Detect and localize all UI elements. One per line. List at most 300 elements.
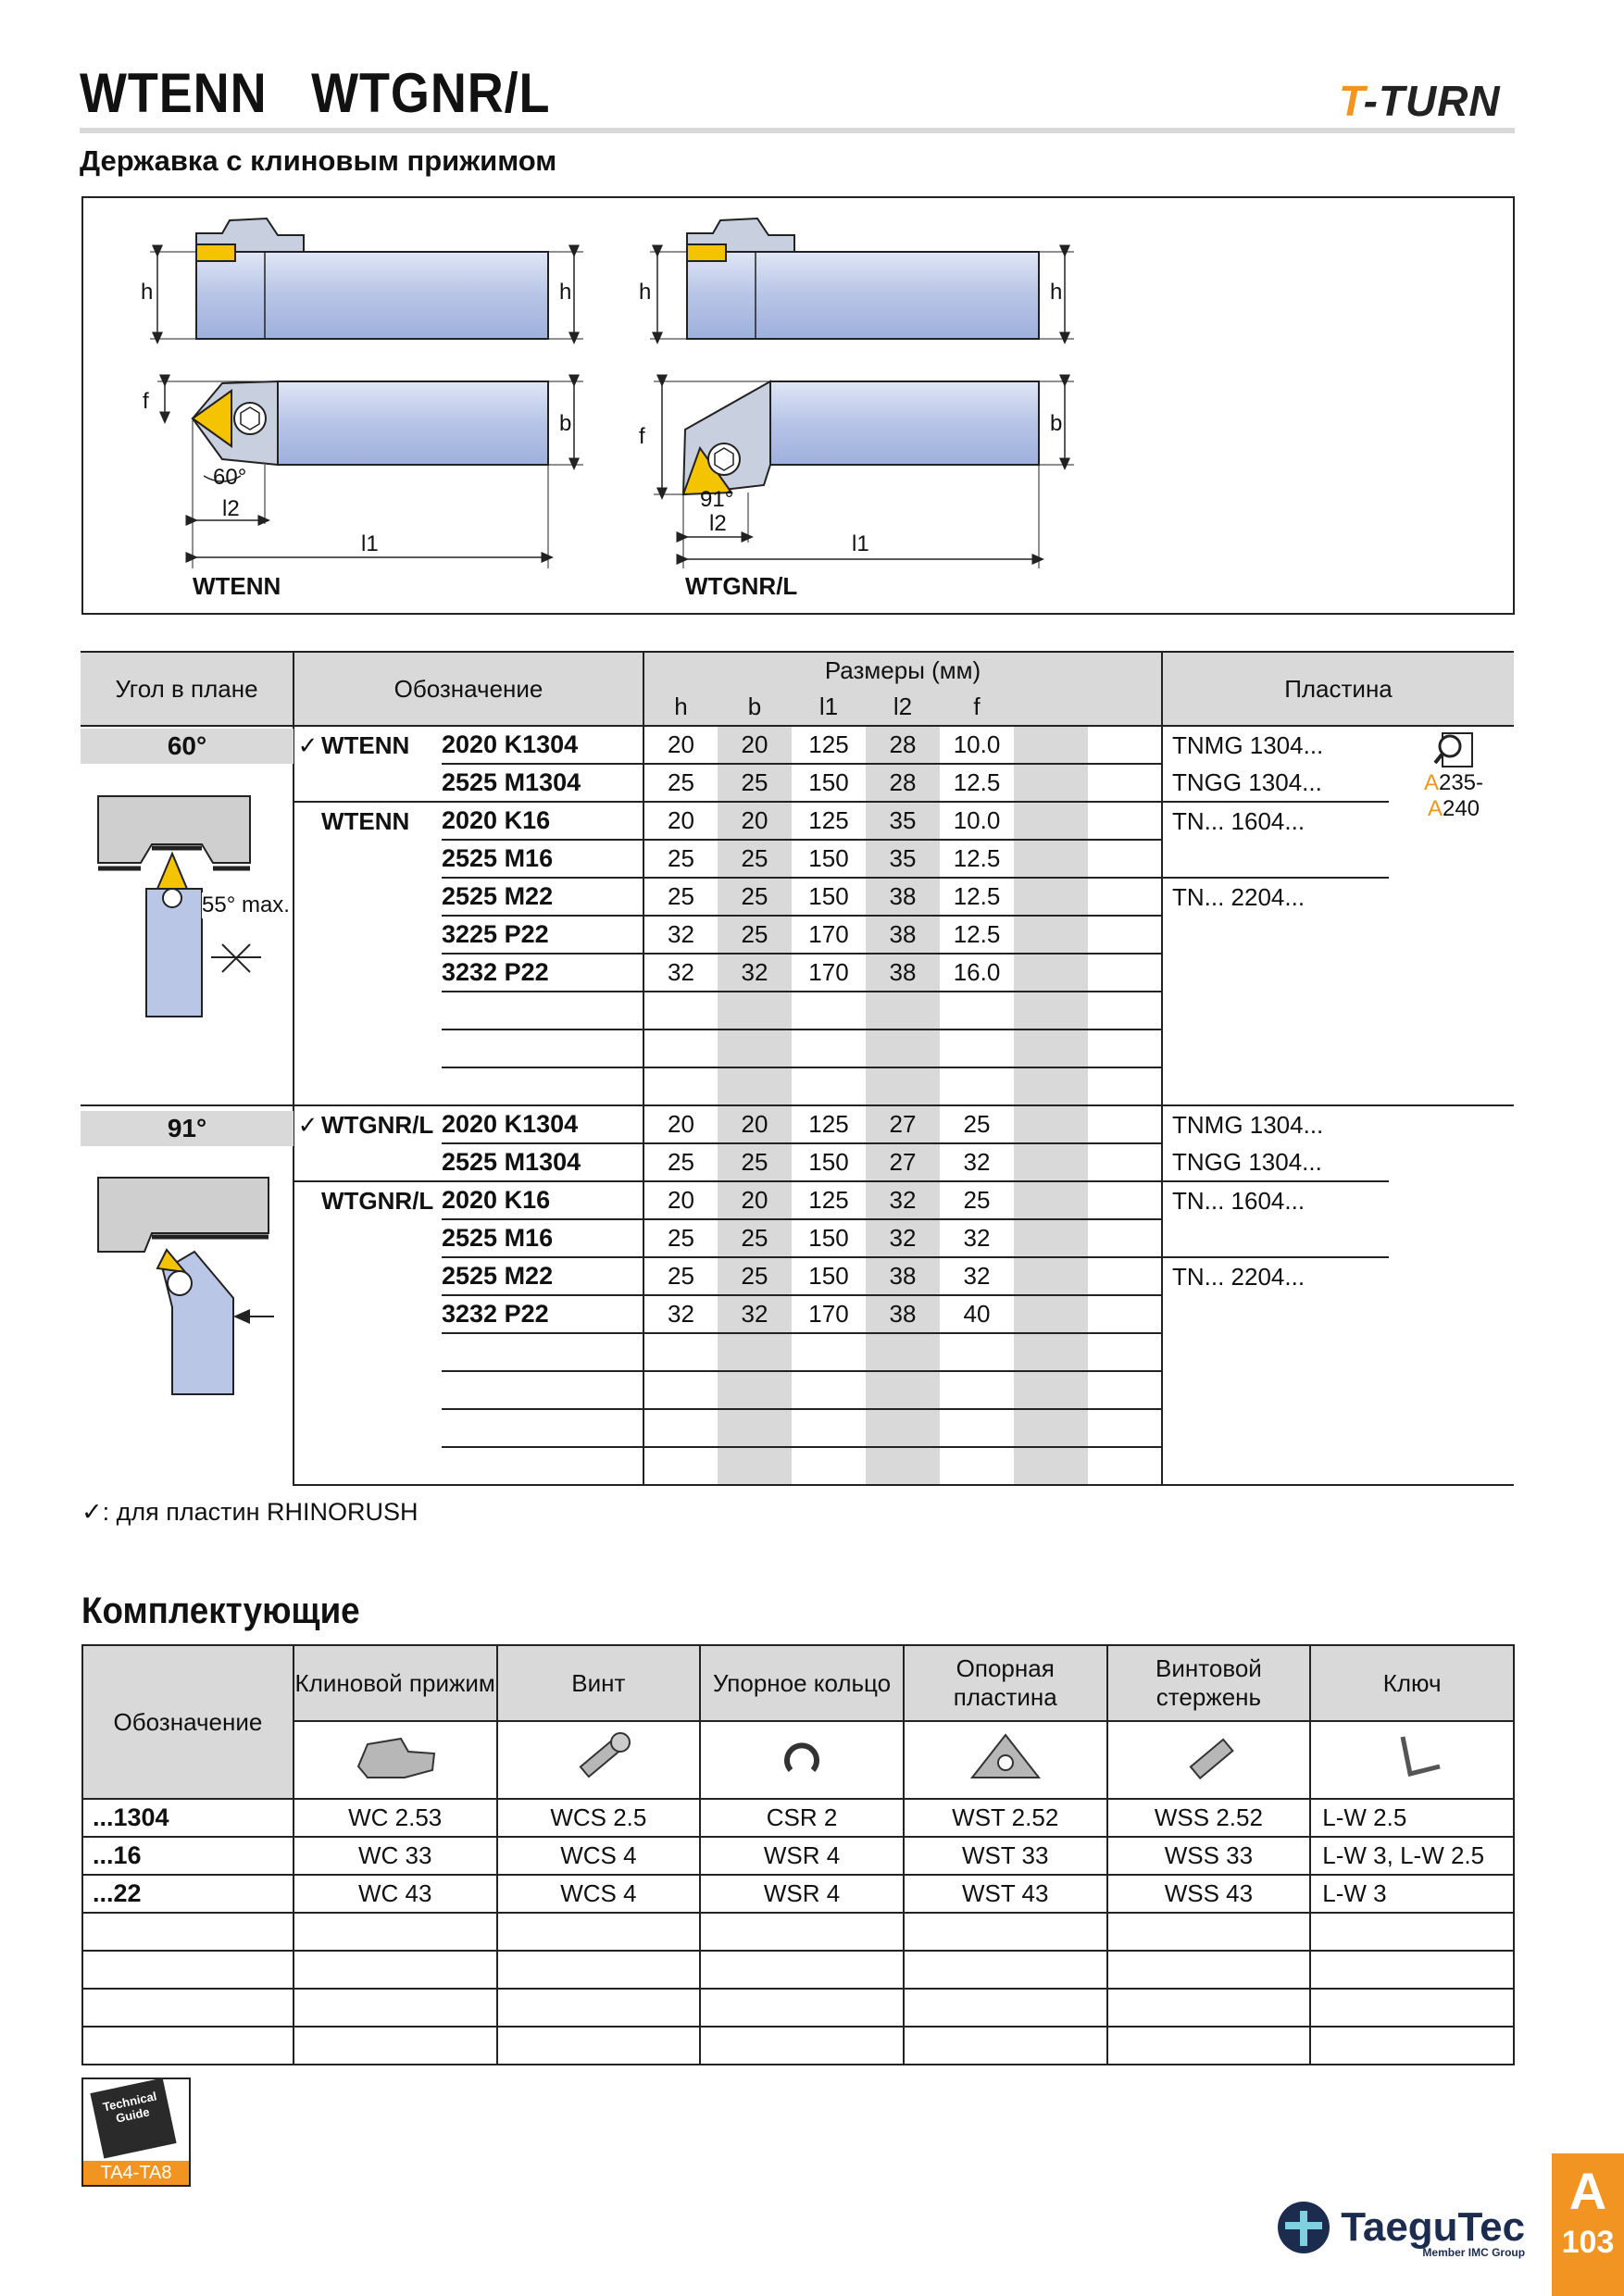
dim-b (718, 992, 792, 1029)
spacer-cell (1389, 1219, 1514, 1257)
dim-h (643, 1409, 718, 1447)
spacer-cell (1014, 916, 1088, 954)
angle-91-label: 91° (81, 1111, 294, 1146)
wedge-clamp-icon (294, 1721, 497, 1799)
series-name (321, 1067, 442, 1105)
brand-logo: T-TURN (1339, 77, 1501, 125)
table-row (81, 1143, 1514, 1181)
dim-h: 20 (643, 1181, 718, 1219)
check-mark (294, 1181, 321, 1219)
dim-h: 25 (643, 1143, 718, 1181)
dim-l1: 150 (792, 1257, 866, 1295)
designation-code: 2020 K1304 (442, 1105, 643, 1143)
col-designation: Обозначение (294, 652, 643, 726)
table-row (81, 840, 1514, 878)
spacer-cell (1014, 764, 1088, 802)
dim-b (718, 1333, 792, 1371)
dim-f: 12.5 (940, 878, 1014, 916)
spacer-cell (1014, 840, 1088, 878)
spacer-cell (1014, 1219, 1088, 1257)
series-name: WTENN (321, 726, 442, 764)
dim-l2: 28 (866, 764, 940, 802)
spacer-cell (1014, 1143, 1088, 1181)
series-name (321, 1143, 442, 1181)
spacer-cell (1014, 1067, 1088, 1105)
col-b: b (747, 693, 762, 720)
spacer-cell (1014, 1029, 1088, 1067)
check-mark (294, 1257, 321, 1295)
insert-reference[interactable] (1398, 730, 1509, 822)
dim-h: 20 (643, 1105, 718, 1143)
series-name (321, 1257, 442, 1295)
dim-f (940, 1409, 1014, 1447)
check-mark: ✓ (294, 1105, 321, 1143)
dim-l1: 150 (792, 1219, 866, 1257)
series-name (321, 1219, 442, 1257)
dim-l2 (866, 1447, 940, 1485)
angle-91-picture (93, 1168, 287, 1400)
header-divider (80, 128, 1515, 133)
spacer-cell (1389, 1105, 1514, 1143)
dim-l2: 38 (866, 954, 940, 992)
table-row (82, 1875, 1514, 1913)
series-name (321, 1447, 442, 1485)
dim-l2: 27 (866, 1143, 940, 1181)
table-row (81, 1295, 1514, 1333)
magnifier-icon (1433, 730, 1474, 770)
dim-l1: 150 (792, 878, 866, 916)
holders-table (81, 651, 1514, 1486)
guide-ref: TA4-TA8 (83, 2161, 189, 2185)
wtgnr-side-view (650, 218, 1074, 339)
dim-f: 10.0 (940, 802, 1014, 840)
acc-value: L-W 3 (1310, 1875, 1514, 1913)
pin-icon (1107, 1721, 1311, 1799)
dim-b: 25 (718, 840, 792, 878)
acc-col-screw: Винт (497, 1645, 701, 1721)
designation-code: 2020 K1304 (442, 726, 643, 764)
acc-value (497, 1989, 701, 2027)
acc-value (294, 1951, 497, 1989)
spacer-cell (1088, 840, 1162, 878)
spacer-cell (1088, 1409, 1162, 1447)
table-row (81, 1447, 1514, 1485)
dim-b (718, 1447, 792, 1485)
dim-l2 (866, 1333, 940, 1371)
dim-h: 32 (643, 916, 718, 954)
spacer-cell (1014, 1409, 1088, 1447)
dim-l2: 38 (866, 1257, 940, 1295)
acc-value: WCS 4 (497, 1875, 701, 1913)
insert-name (1162, 1219, 1389, 1257)
table-row (82, 1799, 1514, 1837)
spacer-cell (1389, 1257, 1514, 1295)
dim-l1 (792, 1447, 866, 1485)
check-mark (294, 1143, 321, 1181)
acc-value: WSS 43 (1107, 1875, 1311, 1913)
dim-h-right: h (639, 280, 652, 305)
col-l1: l1 (818, 693, 839, 720)
acc-value (1310, 1913, 1514, 1951)
table-row (81, 764, 1514, 802)
col-dimensions: Размеры (мм) (643, 652, 1162, 689)
dim-b (718, 1409, 792, 1447)
dim-b: 25 (718, 1143, 792, 1181)
spacer-cell (1389, 1371, 1514, 1409)
dim-l1: 170 (792, 1295, 866, 1333)
designation-code (442, 1447, 643, 1485)
designation-code: 2525 M1304 (442, 1143, 643, 1181)
tool-holder-drawing (83, 198, 1513, 613)
acc-value (700, 2027, 904, 2065)
table-row (81, 1105, 1514, 1143)
acc-col-shim: Опорная пластина (904, 1645, 1107, 1721)
dim-l2 (866, 992, 940, 1029)
designation-code: 2525 M1304 (442, 764, 643, 802)
dim-f (940, 1029, 1014, 1067)
dim-l1 (792, 1333, 866, 1371)
dim-b: 20 (718, 726, 792, 764)
dim-l2: 28 (866, 726, 940, 764)
dim-f: 32 (940, 1219, 1014, 1257)
spacer-cell (1389, 954, 1514, 992)
dim-h (643, 1333, 718, 1371)
dim-h: 25 (643, 1219, 718, 1257)
spacer-cell (1088, 764, 1162, 802)
check-mark (294, 916, 321, 954)
spacer-cell (1014, 878, 1088, 916)
acc-value (1107, 1951, 1311, 1989)
series-name (321, 840, 442, 878)
acc-value: WCS 4 (497, 1837, 701, 1875)
table-row (81, 1067, 1514, 1105)
acc-code (82, 1951, 294, 1989)
check-mark (294, 764, 321, 802)
spacer-cell (1088, 1333, 1162, 1371)
series-name (321, 878, 442, 916)
series-name (321, 954, 442, 992)
acc-code (82, 1989, 294, 2027)
drawing-panel (81, 196, 1515, 615)
label-wtgnr: WTGNR/L (685, 572, 798, 600)
table-row (81, 1409, 1514, 1447)
spacer-cell (1088, 726, 1162, 764)
table-row (82, 1951, 1514, 1989)
acc-value: WSS 33 (1107, 1837, 1311, 1875)
spacer-cell (1088, 1143, 1162, 1181)
insert-name (1162, 840, 1389, 878)
spacer-cell (1088, 916, 1162, 954)
dim-b (718, 1067, 792, 1105)
spacer-cell (1389, 1295, 1514, 1333)
guide-book-icon (90, 2078, 176, 2158)
designation-code: 3232 P22 (442, 1295, 643, 1333)
acc-value: WST 43 (904, 1875, 1107, 1913)
acc-value: WCS 2.5 (497, 1799, 701, 1837)
designation-code: 2525 M22 (442, 878, 643, 916)
spacer-cell (1014, 1371, 1088, 1409)
dim-b (718, 1371, 792, 1409)
insert-name (1162, 1067, 1389, 1105)
spacer-cell (1389, 878, 1514, 916)
dim-f: 25 (940, 1181, 1014, 1219)
dim-l2: 32 (866, 1219, 940, 1257)
spacer-cell (1088, 878, 1162, 916)
spacer-cell (1088, 1105, 1162, 1143)
dim-l1: 170 (792, 916, 866, 954)
group-60 (81, 726, 1514, 1105)
spacer-cell (1014, 1295, 1088, 1333)
dim-l1: 150 (792, 1143, 866, 1181)
acc-code: ...16 (82, 1837, 294, 1875)
insert-name: TNMG 1304... (1172, 730, 1324, 759)
acc-code: ...1304 (82, 1799, 294, 1837)
acc-col-ring: Упорное кольцо (700, 1645, 904, 1721)
shim-icon (904, 1721, 1107, 1799)
insert-name (1162, 992, 1389, 1029)
acc-value: WSR 4 (700, 1875, 904, 1913)
spacer-cell (1389, 1067, 1514, 1105)
insert-name: TNMG 1304... (1172, 1110, 1324, 1139)
section-tab (1552, 2153, 1624, 2296)
table-row (82, 1989, 1514, 2027)
stop-ring-icon (700, 1721, 904, 1799)
dim-l1 (792, 1029, 866, 1067)
acc-value: L-W 3, L-W 2.5 (1310, 1837, 1514, 1875)
group-91 (81, 1105, 1514, 1485)
insert-name: TN... 1604... (1172, 1186, 1305, 1215)
insert-name (1162, 1447, 1389, 1485)
spacer-cell (1014, 1257, 1088, 1295)
designation-code: 2525 M22 (442, 1257, 643, 1295)
dim-h (643, 1067, 718, 1105)
angle-60-label: 60° (81, 729, 294, 764)
dim-f (940, 1067, 1014, 1105)
dim-b: 32 (718, 1295, 792, 1333)
acc-code: ...22 (82, 1875, 294, 1913)
acc-value: WC 33 (294, 1837, 497, 1875)
acc-value: WST 2.52 (904, 1799, 1107, 1837)
wtgnr-application-icon (93, 1168, 287, 1400)
dim-b-left: b (559, 411, 572, 436)
series-name (321, 1371, 442, 1409)
dim-b-right: b (1050, 411, 1063, 436)
dim-b: 25 (718, 764, 792, 802)
dim-f-left: f (143, 389, 149, 414)
footnote: ✓: для пластин RHINORUSH (81, 1498, 418, 1526)
dim-h: 20 (643, 726, 718, 764)
table-row (81, 1371, 1514, 1409)
guide-title: Technical Guide (101, 2089, 158, 2126)
technical-guide[interactable] (81, 2078, 191, 2187)
dim-l1: 125 (792, 726, 866, 764)
dim-l2: 27 (866, 1105, 940, 1143)
dim-h (643, 1029, 718, 1067)
spacer-cell (1389, 916, 1514, 954)
dim-f: 16.0 (940, 954, 1014, 992)
spacer-cell (1014, 802, 1088, 840)
dim-l2 (866, 1371, 940, 1409)
insert-name: TN... 2204... (1172, 882, 1305, 911)
dim-b: 32 (718, 954, 792, 992)
table-row (81, 916, 1514, 954)
dim-l1: 125 (792, 1181, 866, 1219)
designation-code: 2020 K16 (442, 802, 643, 840)
insert-name (1162, 916, 1389, 954)
acc-value (294, 1913, 497, 1951)
spacer-cell (1014, 1105, 1088, 1143)
spacer-cell (1088, 1181, 1162, 1219)
spacer-cell (1088, 1295, 1162, 1333)
max-angle-label: 55° max. (202, 892, 290, 917)
table-row (81, 1181, 1514, 1219)
check-mark (294, 840, 321, 878)
spacer-cell (1014, 1333, 1088, 1371)
insert-name (1162, 1371, 1389, 1409)
designation-code (442, 1409, 643, 1447)
spacer-cell (1088, 1447, 1162, 1485)
table-row (81, 954, 1514, 992)
acc-value: L-W 2.5 (1310, 1799, 1514, 1837)
dim-b: 25 (718, 916, 792, 954)
spacer-cell (1014, 954, 1088, 992)
designation-code: 3225 P22 (442, 916, 643, 954)
spacer-cell (1088, 954, 1162, 992)
accessories-title: Комплектующие (81, 1591, 360, 1631)
check-mark (294, 1333, 321, 1371)
ref-n1: 235- (1438, 770, 1484, 795)
acc-value (497, 2027, 701, 2065)
dim-b: 25 (718, 1219, 792, 1257)
dim-l1 (792, 992, 866, 1029)
col-insert: Пластина (1284, 674, 1393, 703)
dim-h (643, 1371, 718, 1409)
dim-h: 20 (643, 802, 718, 840)
spacer-cell (1389, 840, 1514, 878)
table-row (81, 1257, 1514, 1295)
page-subtitle: Державка с клиновым прижимом (80, 144, 557, 177)
accessories-table (81, 1644, 1515, 2065)
dim-l1: 125 (792, 1105, 866, 1143)
dim-l1: 150 (792, 840, 866, 878)
designation-code (442, 1333, 643, 1371)
acc-value (904, 1989, 1107, 2027)
designation-code (442, 1067, 643, 1105)
insert-name (1162, 1333, 1389, 1371)
spacer-cell (1389, 992, 1514, 1029)
designation-code: 2525 M16 (442, 840, 643, 878)
ref-a2: A (1427, 796, 1443, 821)
spacer-cell (1389, 1333, 1514, 1371)
taegutec-mark-icon (1278, 2202, 1330, 2253)
series-name: WTGNR/L (321, 1105, 442, 1143)
acc-code (82, 1913, 294, 1951)
dim-h-left: h (141, 280, 154, 305)
dim-f: 10.0 (940, 726, 1014, 764)
dim-h: 32 (643, 1295, 718, 1333)
dim-l1 (792, 1371, 866, 1409)
designation-code (442, 992, 643, 1029)
check-mark (294, 1447, 321, 1485)
dim-h (643, 992, 718, 1029)
dim-f: 32 (940, 1143, 1014, 1181)
spacer-cell (1389, 1143, 1514, 1181)
screw-icon (497, 1721, 701, 1799)
dim-h: 25 (643, 1257, 718, 1295)
designation-code (442, 1029, 643, 1067)
dim-h-right-2: h (1050, 280, 1063, 305)
table-row (81, 1219, 1514, 1257)
dim-l1 (792, 1409, 866, 1447)
dim-f: 25 (940, 1105, 1014, 1143)
section-letter: A (1568, 2162, 1607, 2220)
dim-l2: 35 (866, 802, 940, 840)
col-f: f (973, 693, 981, 720)
ref-a1: A (1423, 770, 1439, 795)
acc-value: WSR 4 (700, 1837, 904, 1875)
spacer-cell (1389, 1181, 1514, 1219)
spacer-cell (1014, 992, 1088, 1029)
acc-col-key: Ключ (1310, 1645, 1514, 1721)
spacer-cell (1088, 1029, 1162, 1067)
designation-code: 3232 P22 (442, 954, 643, 992)
insert-name (1162, 1409, 1389, 1447)
dim-h: 25 (643, 878, 718, 916)
dim-b: 20 (718, 1181, 792, 1219)
series-name (321, 992, 442, 1029)
spacer-cell (1088, 1067, 1162, 1105)
table-row (81, 878, 1514, 916)
logo-text: TaeguTec (1341, 2204, 1526, 2250)
dim-l2 (866, 1067, 940, 1105)
acc-value (1107, 1989, 1311, 2027)
acc-col-wedge: Клиновой прижим (294, 1645, 497, 1721)
page-number: 103 (1561, 2225, 1615, 2260)
dim-h: 32 (643, 954, 718, 992)
dim-l2 (866, 1409, 940, 1447)
dim-f-right: f (639, 424, 645, 449)
dim-l2: 38 (866, 916, 940, 954)
dim-l1-right: l1 (852, 531, 869, 556)
dim-h: 25 (643, 840, 718, 878)
insert-name: TN... 1604... (1172, 806, 1305, 835)
table-row (82, 1837, 1514, 1875)
acc-value (1107, 2027, 1311, 2065)
table-row (82, 1913, 1514, 1951)
dim-f: 12.5 (940, 764, 1014, 802)
series-name (321, 1409, 442, 1447)
col-h: h (674, 693, 688, 720)
check-mark (294, 1409, 321, 1447)
insert-name (1162, 954, 1389, 992)
label-wtenn: WTENN (193, 572, 281, 600)
check-mark (294, 802, 321, 840)
dim-b: 20 (718, 802, 792, 840)
dim-l1 (792, 1067, 866, 1105)
acc-value: CSR 2 (700, 1799, 904, 1837)
dim-f (940, 1333, 1014, 1371)
table-row (81, 726, 1514, 764)
dim-f (940, 992, 1014, 1029)
dim-f: 40 (940, 1295, 1014, 1333)
series-name: WTGNR/L (321, 1181, 442, 1219)
acc-col-designation: Обозначение (82, 1645, 294, 1799)
check-mark: ✓ (294, 726, 321, 764)
ref-n2: 240 (1442, 796, 1480, 821)
acc-value (1310, 1989, 1514, 2027)
acc-value (700, 1989, 904, 2027)
acc-value (294, 1989, 497, 2027)
